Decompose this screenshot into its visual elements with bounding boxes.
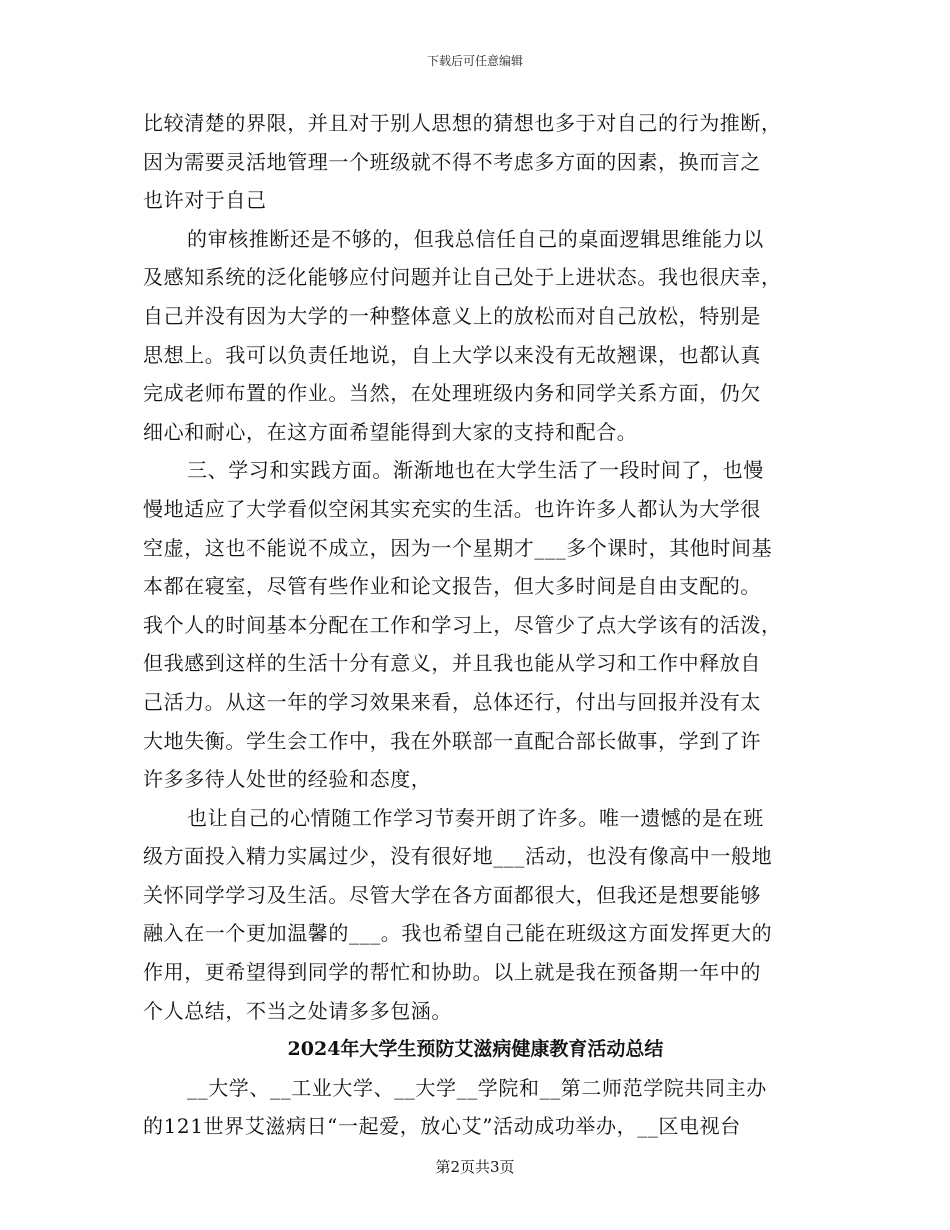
paragraph-line: 的审核推断还是不够的，但我总信任自己的桌面逻辑思维能力以 xyxy=(187,226,764,251)
paragraph-line: 己活力。从这一年的学习效果来看，总体还行，付出与回报并没有太 xyxy=(143,689,761,714)
document-body xyxy=(143,104,808,1146)
paragraph-line: 融入在一个更加温馨的___。我也希望自己能在班级这方面发挥更大的 xyxy=(143,921,773,946)
paragraph-line: 个人总结，不当之处请多多包涵。 xyxy=(143,998,452,1023)
page-number: 第2页共3页 xyxy=(435,1158,515,1176)
paragraph-line: __大学、__工业大学、__大学__学院和__第二师范学院共同主办 xyxy=(187,1075,767,1100)
paragraph-line: 大地失衡。学生会工作中，我在外联部一直配合部长做事，学到了许 xyxy=(143,728,761,753)
paragraph-line: 因为需要灵活地管理一个班级就不得不考虑多方面的因素，换而言之 xyxy=(143,149,761,174)
paragraph-line: 完成老师布置的作业。当然，在处理班级内务和同学关系方面，仍欠 xyxy=(143,381,761,406)
paragraph-line: 但我感到这样的生活十分有意义，并且我也能从学习和工作中释放自 xyxy=(143,651,761,676)
paragraph-line: 也让自己的心情随工作学习节奏开朗了许多。唯一遗憾的是在班 xyxy=(187,805,764,830)
paragraph-line: 我个人的时间基本分配在工作和学习上，尽管少了点大学该有的活泼， xyxy=(143,612,782,637)
paragraph-line: 三、学习和实践方面。渐渐地也在大学生活了一段时间了，也慢 xyxy=(187,458,764,483)
paragraph-line: 本都在寝室，尽管有些作业和论文报告，但大多时间是自由支配的。 xyxy=(143,574,761,599)
page-header-note: 下载后可任意编辑 xyxy=(426,54,523,68)
paragraph-line: 慢地适应了大学看似空闲其实充实的生活。也许许多人都认为大学很 xyxy=(143,496,761,521)
paragraph-line: 的121世界艾滋病日“一起爱，放心艾”活动成功举办，__区电视台 xyxy=(143,1114,741,1139)
paragraph-line: 比较清楚的界限，并且对于别人思想的猜想也多于对自己的行为推断， xyxy=(143,111,782,135)
paragraph-line: 也许对于自己 xyxy=(143,188,267,213)
paragraph-line: 思想上。我可以负责任地说，自上大学以来没有无故翘课，也都认真 xyxy=(143,342,761,367)
paragraph-line: 关怀同学学习及生活。尽管大学在各方面都很大，但我还是想要能够 xyxy=(143,882,761,907)
section-title: 2024年大学生预防艾滋病健康教育活动总结 xyxy=(287,1038,664,1061)
paragraph-line: 许多多待人处世的经验和态度， xyxy=(143,767,432,792)
paragraph-line: 及感知系统的泛化能够应付问题并让自己处于上进状态。我也很庆幸， xyxy=(143,265,782,290)
paragraph-line: 细心和耐心，在这方面希望能得到大家的支持和配合。 xyxy=(143,419,638,444)
paragraph-line: 级方面投入精力实属过少，没有很好地___活动，也没有像高中一般地 xyxy=(143,844,773,869)
paragraph-line: 空虚，这也不能说不成立，因为一个星期才___多个课时，其他时间基 xyxy=(143,535,773,560)
paragraph-line: 自己并没有因为大学的一种整体意义上的放松而对自己放松，特别是 xyxy=(143,303,761,328)
paragraph-line: 作用，更希望得到同学的帮忙和协助。以上就是我在预备期一年中的 xyxy=(143,960,761,985)
